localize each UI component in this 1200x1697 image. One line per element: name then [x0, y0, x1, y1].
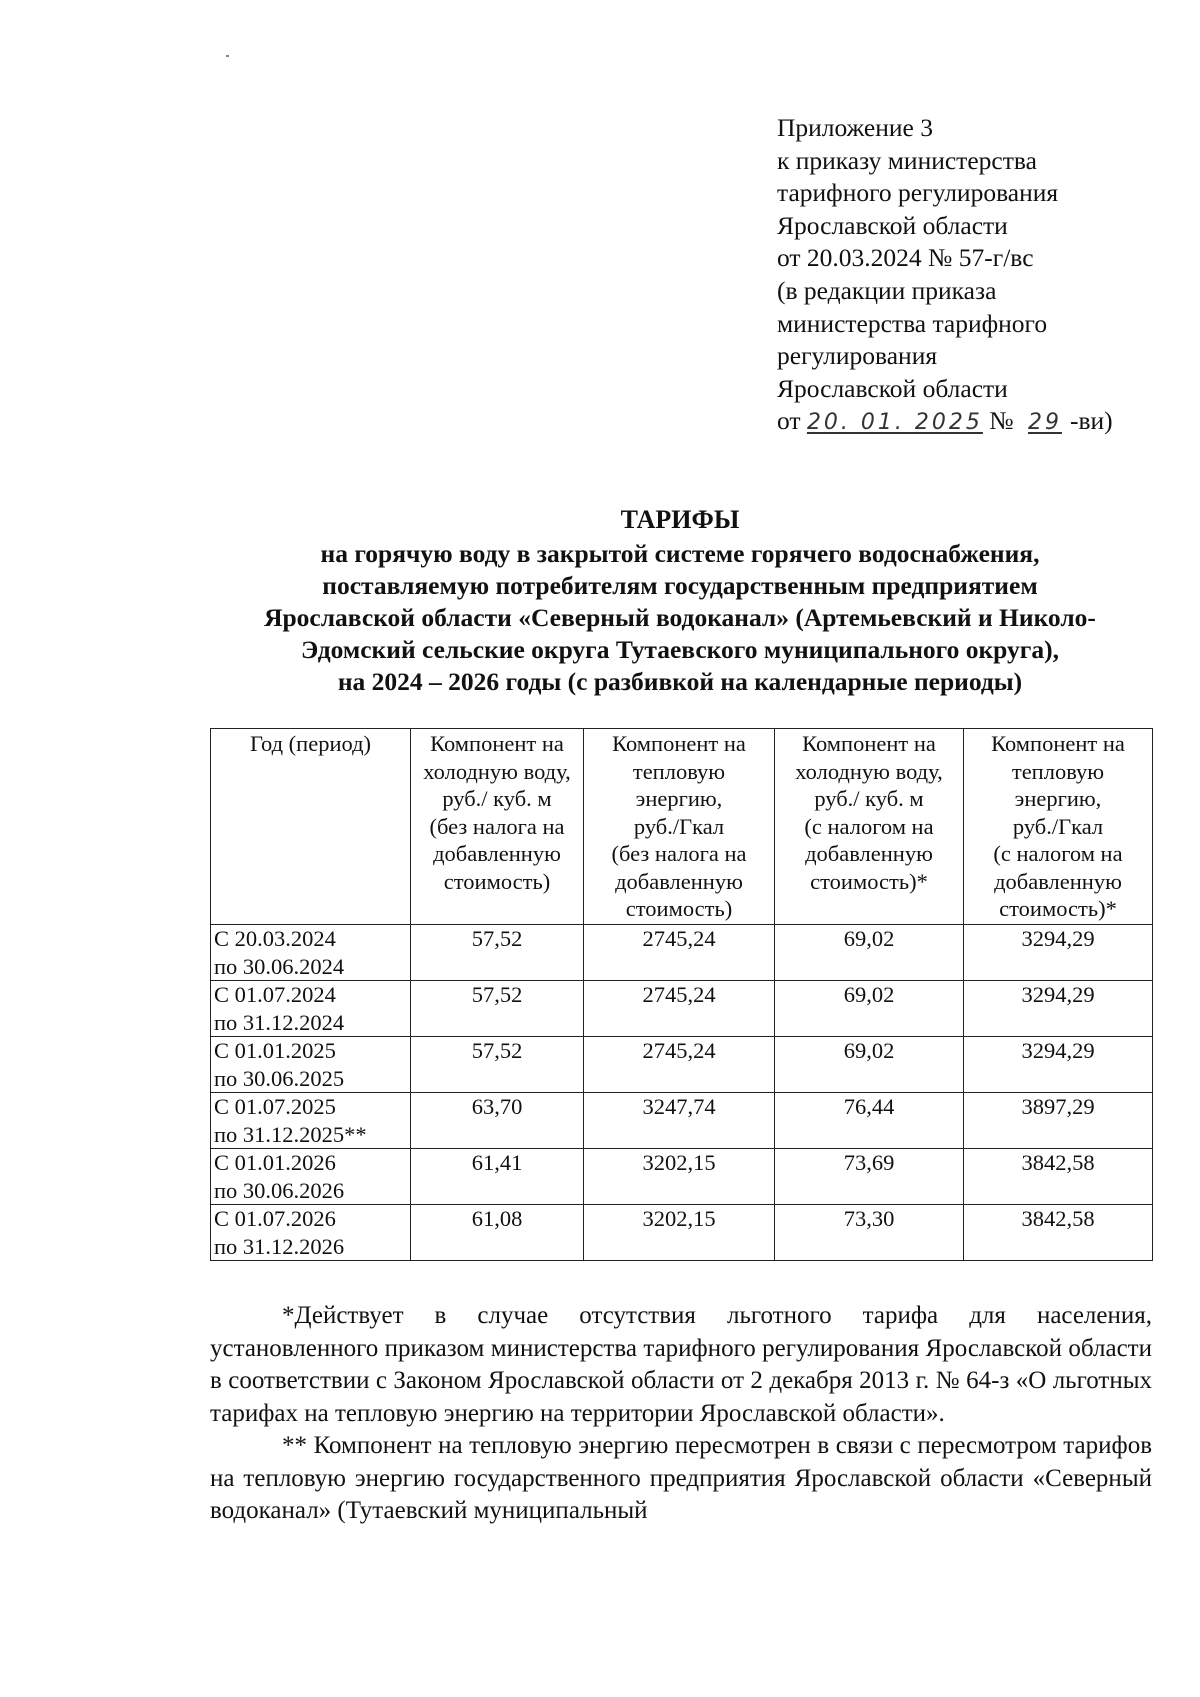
- header-cold-water-vat: Компонент на холодную воду, руб./ куб. м (с налогом на добавленную стоимость)*: [775, 729, 964, 925]
- cold-vat-cell: 69,02: [775, 925, 964, 981]
- heat-vat-cell: 3294,29: [964, 925, 1153, 981]
- table-row: [211, 981, 1153, 1037]
- cold-no-vat-cell: 57,52: [411, 925, 584, 981]
- table-row: [211, 1093, 1153, 1149]
- period-cell: С 01.07.2026 по 31.12.2026: [211, 1205, 411, 1261]
- heat-vat-cell: 3842,58: [964, 1149, 1153, 1205]
- approval-line: Приложение 3: [777, 113, 933, 142]
- period-cell: С 01.01.2026 по 30.06.2026: [211, 1149, 411, 1205]
- approval-line: министерства тарифного: [777, 308, 1048, 338]
- title-line: Ярославской области «Северный водоканал» (Артемьевский и Николо-: [264, 603, 1096, 632]
- heat-vat-cell: 3294,29: [964, 1037, 1153, 1093]
- period-cell: С 20.03.2024 по 30.06.2024: [211, 925, 411, 981]
- heat-vat-cell: 3294,29: [964, 981, 1153, 1037]
- approval-line: тарифного регулирования: [777, 178, 1059, 208]
- approval-suffix: -ви): [1069, 406, 1113, 436]
- title-line: на горячую воду в закрытой системе горячего водоснабжения,: [320, 539, 1040, 568]
- cold-vat-cell: 76,44: [775, 1093, 964, 1149]
- footnotes: [210, 1300, 1152, 1528]
- heat-no-vat-cell: 3247,74: [584, 1093, 775, 1149]
- heat-no-vat-cell: 2745,24: [584, 981, 775, 1037]
- cold-vat-cell: 69,02: [775, 981, 964, 1037]
- heat-vat-cell: 3897,29: [964, 1093, 1153, 1149]
- approval-prefix: от: [777, 406, 801, 436]
- document-title: [205, 504, 1155, 698]
- header-cold-water-no-vat: Компонент на холодную воду, руб./ куб. м (без налога на добавленную стоимость): [411, 729, 584, 925]
- title-line: поставляемую потребителям государственным предприятием: [322, 571, 1038, 600]
- approval-line: регулирования: [777, 341, 938, 371]
- footnote-single-asterisk: *Действует в случае отсутствия льготного тарифа для населения, установленного приказом министерства тарифного регулирования Ярославской области в соответствии с Законом Ярославской области от 2 декабря 2013 г. № 64-з «О льготных тарифах на тепловую энергию на территории Ярославской области».: [210, 1302, 1152, 1427]
- title-main: ТАРИФЫ: [620, 505, 740, 534]
- cold-no-vat-cell: 57,52: [411, 981, 584, 1037]
- cold-vat-cell: 73,69: [775, 1149, 964, 1205]
- title-line: на 2024 – 2026 годы (с разбивкой на календарные периоды): [337, 667, 1023, 696]
- approval-line: Ярославской области: [777, 210, 1008, 240]
- cold-no-vat-cell: 61,41: [411, 1149, 584, 1205]
- period-cell: С 01.07.2024 по 31.12.2024: [211, 981, 411, 1037]
- period-cell: С 01.01.2025 по 30.06.2025: [211, 1037, 411, 1093]
- heat-no-vat-cell: 2745,24: [584, 925, 775, 981]
- handwritten-date: 20. 01. 2025: [806, 410, 983, 436]
- cold-no-vat-cell: 57,52: [411, 1037, 584, 1093]
- table-row: [211, 1149, 1153, 1205]
- table-header-row: [211, 729, 1153, 925]
- heat-no-vat-cell: 3202,15: [584, 1149, 775, 1205]
- heat-no-vat-cell: 2745,24: [584, 1037, 775, 1093]
- scan-speck: [226, 55, 229, 57]
- approval-line: к приказу министерства: [777, 145, 1037, 175]
- table-row: [211, 1037, 1153, 1093]
- heat-no-vat-cell: 3202,15: [584, 1205, 775, 1261]
- approval-line: Ярославской области: [777, 373, 1008, 403]
- period-cell: С 01.07.2025 по 31.12.2025**: [211, 1093, 411, 1149]
- header-period: Год (период): [211, 729, 411, 925]
- approval-last-line: [777, 405, 1113, 440]
- approval-block: [777, 112, 1113, 440]
- tariffs-table: [210, 728, 1153, 1261]
- title-line: Эдомский сельские округа Тутаевского муниципального округа),: [301, 635, 1059, 664]
- approval-line: от 20.03.2024 № 57-г/вс: [777, 243, 1034, 273]
- header-heat-energy-vat: Компонент на тепловую энергию, руб./Гкал (с налогом на добавленную стоимость)*: [964, 729, 1153, 925]
- number-sign: №: [989, 406, 1014, 436]
- cold-no-vat-cell: 61,08: [411, 1205, 584, 1261]
- table-row: [211, 1205, 1153, 1261]
- cold-vat-cell: 69,02: [775, 1037, 964, 1093]
- cold-vat-cell: 73,30: [775, 1205, 964, 1261]
- table-row: [211, 925, 1153, 981]
- approval-line: (в редакции приказа: [777, 275, 997, 305]
- heat-vat-cell: 3842,58: [964, 1205, 1153, 1261]
- footnote-double-asterisk: ** Компонент на тепловую энергию пересмотрен в связи с пересмотром тарифов на тепловую энергию государственного предприятия Ярославской области «Северный водоканал» (Тутаевский муниципальный: [210, 1432, 1152, 1524]
- cold-no-vat-cell: 63,70: [411, 1093, 584, 1149]
- handwritten-number: 29: [1027, 410, 1062, 436]
- header-heat-energy-no-vat: Компонент на тепловую энергию, руб./Гкал (без налога на добавленную стоимость): [584, 729, 775, 925]
